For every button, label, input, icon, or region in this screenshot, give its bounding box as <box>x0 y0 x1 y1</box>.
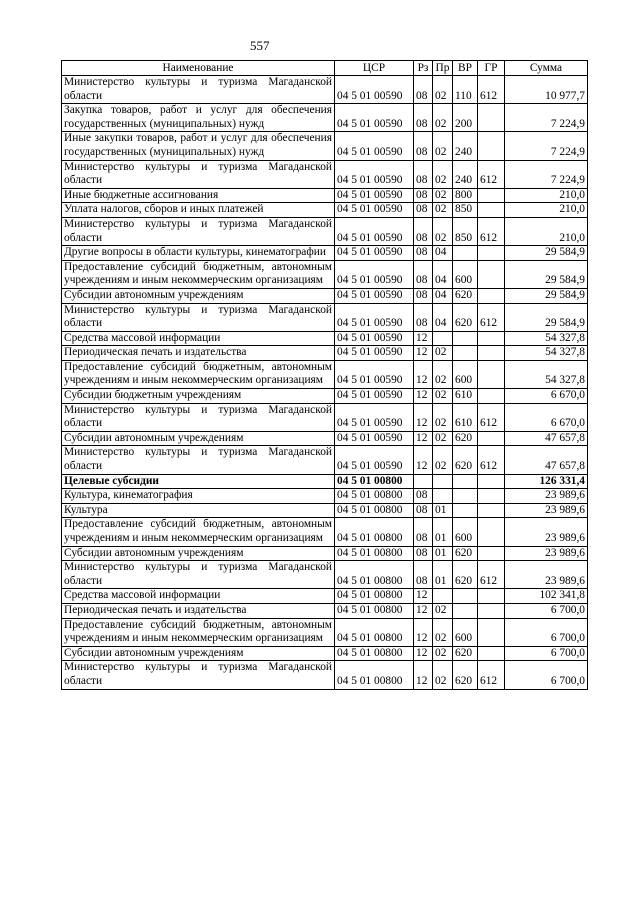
cell-csr: 04 5 01 00590 <box>335 389 414 404</box>
table-row <box>62 246 588 261</box>
cell-gr: 612 <box>478 446 505 474</box>
cell-csr: 04 5 01 00590 <box>335 288 414 303</box>
cell-sum: 6 670,0 <box>505 403 588 431</box>
cell-pr <box>433 589 453 604</box>
cell-vr <box>453 489 478 504</box>
cell-name: Министерство культуры и туризма Магаданской области <box>62 303 335 331</box>
cell-pr: 04 <box>433 303 453 331</box>
cell-csr: 04 5 01 00590 <box>335 260 414 288</box>
cell-name: Предоставление субсидий бюджетным, автономным учреждениям и иным некоммерческим организациям <box>62 618 335 646</box>
cell-rz: 12 <box>414 431 433 446</box>
cell-name: Периодическая печать и издательства <box>62 346 335 361</box>
cell-gr <box>478 503 505 518</box>
cell-pr: 02 <box>433 446 453 474</box>
table-row <box>62 303 588 331</box>
cell-csr: 04 5 01 00590 <box>335 303 414 331</box>
cell-csr: 04 5 01 00590 <box>335 104 414 132</box>
cell-pr: 02 <box>433 203 453 218</box>
cell-sum: 210,0 <box>505 188 588 203</box>
cell-name: Целевые субсидии <box>62 474 335 489</box>
cell-vr: 200 <box>453 104 478 132</box>
cell-name: Предоставление субсидий бюджетным, автономным учреждениям и иным некоммерческим организациям <box>62 518 335 546</box>
cell-gr <box>478 331 505 346</box>
cell-pr: 02 <box>433 188 453 203</box>
cell-pr: 02 <box>433 389 453 404</box>
cell-sum: 23 989,6 <box>505 546 588 561</box>
cell-pr: 01 <box>433 518 453 546</box>
cell-gr <box>478 518 505 546</box>
cell-name: Министерство культуры и туризма Магаданской области <box>62 403 335 431</box>
header-csr: ЦСР <box>335 61 414 76</box>
cell-gr <box>478 260 505 288</box>
cell-csr: 04 5 01 00800 <box>335 474 414 489</box>
header-sum: Сумма <box>505 61 588 76</box>
table-row <box>62 132 588 160</box>
cell-gr <box>478 203 505 218</box>
cell-pr: 02 <box>433 360 453 388</box>
cell-vr: 240 <box>453 160 478 188</box>
cell-gr <box>478 546 505 561</box>
cell-rz: 08 <box>414 203 433 218</box>
cell-csr: 04 5 01 00800 <box>335 518 414 546</box>
cell-name: Министерство культуры и туризма Магаданской области <box>62 561 335 589</box>
cell-rz: 08 <box>414 217 433 245</box>
cell-csr: 04 5 01 00800 <box>335 489 414 504</box>
cell-gr <box>478 489 505 504</box>
cell-pr: 01 <box>433 503 453 518</box>
cell-rz: 08 <box>414 303 433 331</box>
cell-name: Средства массовой информации <box>62 589 335 604</box>
table-row <box>62 203 588 218</box>
cell-vr: 610 <box>453 389 478 404</box>
table-row <box>62 360 588 388</box>
cell-rz: 08 <box>414 188 433 203</box>
cell-rz: 12 <box>414 403 433 431</box>
cell-rz: 08 <box>414 246 433 261</box>
table-row <box>62 661 588 689</box>
cell-sum: 7 224,9 <box>505 104 588 132</box>
cell-pr: 02 <box>433 217 453 245</box>
cell-vr <box>453 474 478 489</box>
cell-sum: 23 989,6 <box>505 489 588 504</box>
table-row <box>62 260 588 288</box>
cell-gr: 612 <box>478 561 505 589</box>
cell-name: Другие вопросы в области культуры, кинематографии <box>62 246 335 261</box>
cell-csr: 04 5 01 00590 <box>335 346 414 361</box>
cell-gr: 612 <box>478 76 505 104</box>
cell-pr <box>433 331 453 346</box>
table-row <box>62 160 588 188</box>
cell-rz: 08 <box>414 260 433 288</box>
cell-vr <box>453 331 478 346</box>
table-row <box>62 561 588 589</box>
cell-name: Министерство культуры и туризма Магаданской области <box>62 217 335 245</box>
cell-gr: 612 <box>478 303 505 331</box>
cell-vr: 600 <box>453 618 478 646</box>
table-row <box>62 618 588 646</box>
cell-name: Предоставление субсидий бюджетным, автономным учреждениям и иным некоммерческим организациям <box>62 360 335 388</box>
cell-gr <box>478 132 505 160</box>
cell-sum: 29 584,9 <box>505 303 588 331</box>
cell-sum: 29 584,9 <box>505 260 588 288</box>
cell-sum: 47 657,8 <box>505 431 588 446</box>
cell-pr: 02 <box>433 346 453 361</box>
cell-vr: 620 <box>453 546 478 561</box>
table-row <box>62 431 588 446</box>
cell-vr: 620 <box>453 561 478 589</box>
cell-gr: 612 <box>478 403 505 431</box>
header-vr: ВР <box>453 61 478 76</box>
cell-name: Культура <box>62 503 335 518</box>
cell-csr: 04 5 01 00590 <box>335 431 414 446</box>
cell-rz: 12 <box>414 389 433 404</box>
cell-csr: 04 5 01 00590 <box>335 446 414 474</box>
cell-sum: 29 584,9 <box>505 246 588 261</box>
table-row <box>62 489 588 504</box>
cell-name: Субсидии автономным учреждениям <box>62 431 335 446</box>
cell-gr <box>478 474 505 489</box>
cell-name: Субсидии автономным учреждениям <box>62 288 335 303</box>
table-row <box>62 518 588 546</box>
cell-gr: 612 <box>478 661 505 689</box>
cell-pr: 04 <box>433 288 453 303</box>
table-row <box>62 188 588 203</box>
cell-name: Уплата налогов, сборов и иных платежей <box>62 203 335 218</box>
cell-name: Министерство культуры и туризма Магаданской области <box>62 160 335 188</box>
cell-csr: 04 5 01 00590 <box>335 246 414 261</box>
cell-rz: 08 <box>414 546 433 561</box>
cell-pr <box>433 474 453 489</box>
table-row <box>62 104 588 132</box>
cell-vr: 240 <box>453 132 478 160</box>
cell-csr: 04 5 01 00590 <box>335 331 414 346</box>
cell-sum: 23 989,6 <box>505 518 588 546</box>
cell-rz: 12 <box>414 661 433 689</box>
cell-csr: 04 5 01 00590 <box>335 217 414 245</box>
table-row <box>62 288 588 303</box>
table-row <box>62 346 588 361</box>
cell-sum: 47 657,8 <box>505 446 588 474</box>
cell-vr <box>453 246 478 261</box>
cell-pr: 02 <box>433 431 453 446</box>
cell-rz: 08 <box>414 104 433 132</box>
cell-name: Субсидии автономным учреждениям <box>62 646 335 661</box>
cell-vr: 600 <box>453 360 478 388</box>
budget-table <box>61 60 588 690</box>
cell-rz: 08 <box>414 160 433 188</box>
cell-pr: 01 <box>433 561 453 589</box>
table-row <box>62 446 588 474</box>
cell-sum: 7 224,9 <box>505 160 588 188</box>
cell-sum: 6 670,0 <box>505 389 588 404</box>
cell-gr <box>478 360 505 388</box>
cell-name: Культура, кинематография <box>62 489 335 504</box>
cell-vr: 800 <box>453 188 478 203</box>
cell-csr: 04 5 01 00590 <box>335 76 414 104</box>
cell-gr <box>478 246 505 261</box>
cell-pr: 02 <box>433 403 453 431</box>
cell-vr: 620 <box>453 446 478 474</box>
table-row <box>62 217 588 245</box>
cell-sum: 102 341,8 <box>505 589 588 604</box>
cell-sum: 23 989,6 <box>505 561 588 589</box>
table-header-row <box>62 61 588 76</box>
cell-csr: 04 5 01 00800 <box>335 661 414 689</box>
cell-name: Иные закупки товаров, работ и услуг для обеспечения государственных (муниципальных) нужд <box>62 132 335 160</box>
cell-name: Предоставление субсидий бюджетным, автономным учреждениям и иным некоммерческим организациям <box>62 260 335 288</box>
cell-vr: 850 <box>453 217 478 245</box>
cell-sum: 126 331,4 <box>505 474 588 489</box>
cell-sum: 6 700,0 <box>505 603 588 618</box>
cell-sum: 54 327,8 <box>505 346 588 361</box>
header-rz: Рз <box>414 61 433 76</box>
cell-pr <box>433 489 453 504</box>
cell-rz: 12 <box>414 346 433 361</box>
cell-vr: 620 <box>453 431 478 446</box>
table-row <box>62 474 588 489</box>
cell-gr <box>478 346 505 361</box>
table-row <box>62 331 588 346</box>
cell-vr <box>453 503 478 518</box>
cell-rz: 12 <box>414 646 433 661</box>
page-number: 557 <box>250 38 270 53</box>
cell-csr: 04 5 01 00800 <box>335 618 414 646</box>
cell-pr: 02 <box>433 646 453 661</box>
table-row <box>62 403 588 431</box>
cell-rz: 08 <box>414 489 433 504</box>
cell-vr: 620 <box>453 646 478 661</box>
cell-csr: 04 5 01 00590 <box>335 132 414 160</box>
cell-csr: 04 5 01 00800 <box>335 603 414 618</box>
cell-vr: 620 <box>453 288 478 303</box>
cell-rz: 08 <box>414 503 433 518</box>
cell-gr <box>478 646 505 661</box>
cell-gr <box>478 389 505 404</box>
cell-name: Министерство культуры и туризма Магаданской области <box>62 446 335 474</box>
cell-csr: 04 5 01 00800 <box>335 646 414 661</box>
cell-vr <box>453 346 478 361</box>
cell-csr: 04 5 01 00800 <box>335 503 414 518</box>
cell-sum: 6 700,0 <box>505 646 588 661</box>
cell-rz <box>414 474 433 489</box>
cell-rz: 12 <box>414 589 433 604</box>
cell-name: Субсидии автономным учреждениям <box>62 546 335 561</box>
cell-vr: 600 <box>453 260 478 288</box>
cell-sum: 54 327,8 <box>505 360 588 388</box>
cell-csr: 04 5 01 00590 <box>335 160 414 188</box>
cell-rz: 12 <box>414 618 433 646</box>
cell-gr <box>478 589 505 604</box>
cell-pr: 02 <box>433 160 453 188</box>
cell-rz: 12 <box>414 603 433 618</box>
table-row <box>62 76 588 104</box>
cell-name: Средства массовой информации <box>62 331 335 346</box>
cell-rz: 08 <box>414 288 433 303</box>
cell-sum: 23 989,6 <box>505 503 588 518</box>
cell-rz: 08 <box>414 132 433 160</box>
cell-sum: 6 700,0 <box>505 661 588 689</box>
cell-vr: 610 <box>453 403 478 431</box>
cell-pr: 04 <box>433 260 453 288</box>
cell-sum: 210,0 <box>505 203 588 218</box>
cell-csr: 04 5 01 00590 <box>335 188 414 203</box>
cell-vr <box>453 603 478 618</box>
cell-csr: 04 5 01 00590 <box>335 403 414 431</box>
cell-pr: 02 <box>433 76 453 104</box>
cell-vr: 600 <box>453 518 478 546</box>
cell-pr: 02 <box>433 132 453 160</box>
cell-gr <box>478 104 505 132</box>
cell-csr: 04 5 01 00800 <box>335 589 414 604</box>
cell-csr: 04 5 01 00800 <box>335 561 414 589</box>
cell-rz: 12 <box>414 360 433 388</box>
cell-gr <box>478 188 505 203</box>
table-row <box>62 503 588 518</box>
cell-gr: 612 <box>478 217 505 245</box>
cell-rz: 08 <box>414 561 433 589</box>
cell-sum: 6 700,0 <box>505 618 588 646</box>
header-pr: Пр <box>433 61 453 76</box>
cell-name: Министерство культуры и туризма Магаданской области <box>62 76 335 104</box>
cell-rz: 08 <box>414 518 433 546</box>
cell-pr: 02 <box>433 603 453 618</box>
cell-name: Периодическая печать и издательства <box>62 603 335 618</box>
cell-pr: 01 <box>433 546 453 561</box>
table-row <box>62 589 588 604</box>
cell-name: Субсидии бюджетным учреждениям <box>62 389 335 404</box>
cell-sum: 7 224,9 <box>505 132 588 160</box>
cell-sum: 210,0 <box>505 217 588 245</box>
cell-csr: 04 5 01 00590 <box>335 360 414 388</box>
cell-pr: 02 <box>433 618 453 646</box>
table-row <box>62 389 588 404</box>
cell-name: Министерство культуры и туризма Магаданской области <box>62 661 335 689</box>
cell-sum: 54 327,8 <box>505 331 588 346</box>
cell-sum: 10 977,7 <box>505 76 588 104</box>
cell-gr: 612 <box>478 160 505 188</box>
cell-rz: 12 <box>414 446 433 474</box>
cell-rz: 12 <box>414 331 433 346</box>
cell-name: Иные бюджетные ассигнования <box>62 188 335 203</box>
cell-vr: 620 <box>453 661 478 689</box>
cell-gr <box>478 603 505 618</box>
cell-pr: 02 <box>433 104 453 132</box>
cell-gr <box>478 288 505 303</box>
cell-pr: 04 <box>433 246 453 261</box>
header-gr: ГР <box>478 61 505 76</box>
cell-csr: 04 5 01 00590 <box>335 203 414 218</box>
cell-name: Закупка товаров, работ и услуг для обеспечения государственных (муниципальных) нужд <box>62 104 335 132</box>
cell-pr: 02 <box>433 661 453 689</box>
cell-vr <box>453 589 478 604</box>
cell-sum: 29 584,9 <box>505 288 588 303</box>
cell-gr <box>478 431 505 446</box>
table-row <box>62 646 588 661</box>
cell-gr <box>478 618 505 646</box>
cell-vr: 620 <box>453 303 478 331</box>
cell-vr: 110 <box>453 76 478 104</box>
cell-rz: 08 <box>414 76 433 104</box>
cell-vr: 850 <box>453 203 478 218</box>
cell-csr: 04 5 01 00800 <box>335 546 414 561</box>
header-name: Наименование <box>62 61 335 76</box>
table-row <box>62 546 588 561</box>
table-row <box>62 603 588 618</box>
